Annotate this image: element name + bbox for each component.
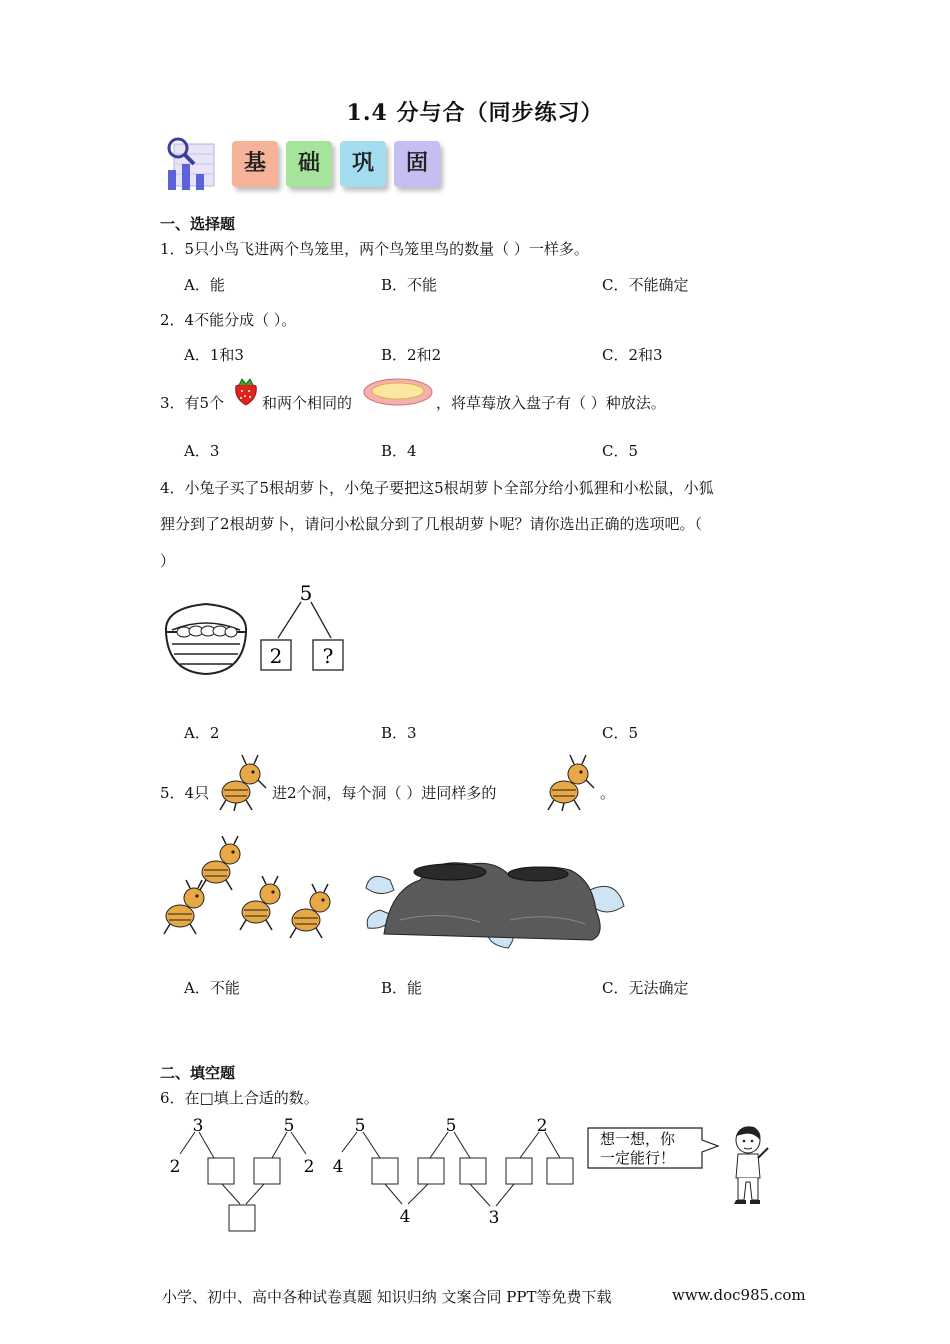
banner-tile-1: 基 <box>232 141 278 187</box>
q5-option-b: B．能 <box>381 979 423 997</box>
q1-option-a: A．能 <box>184 276 225 294</box>
q4-option-b: B．3 <box>381 724 417 742</box>
question-1: 1．5只小鸟飞进两个鸟笼里，两个鸟笼里鸟的数量（ ）一样多。 <box>160 240 589 258</box>
question-5-part3: 。 <box>600 784 616 802</box>
bubble-line-1: 想一想，你 <box>600 1130 676 1148</box>
question-4-line2: 狸分到了2根胡萝卜，请问小松鼠分到了几根胡萝卜呢？请你选出正确的选项吧。（ <box>160 515 703 533</box>
q5-option-a: A．不能 <box>184 979 240 997</box>
q2-option-a: A．1和3 <box>184 346 244 364</box>
bubble-line-2: 一定能行！ <box>600 1149 676 1167</box>
ant-icon <box>164 880 204 934</box>
q4-option-c: C．5 <box>602 724 639 742</box>
banner-tile-4: 固 <box>394 141 440 187</box>
question-3-part1: 3．有5个 <box>160 394 225 412</box>
page-title: 1.4 分与合（同步练习） <box>346 100 604 126</box>
question-5-part1: 5．4只 <box>160 784 210 802</box>
answer-box[interactable] <box>208 1158 234 1184</box>
ant-holes-illustration <box>360 850 630 950</box>
number-bond-tree-2 <box>330 1112 580 1237</box>
tree2-number-c: 2 <box>536 1116 548 1136</box>
section-heading-fill: 二、填空题 <box>160 1064 236 1082</box>
answer-box[interactable] <box>547 1158 573 1184</box>
banner-tile-3: 巩 <box>340 141 386 187</box>
answer-box[interactable] <box>460 1158 486 1184</box>
section-heading-choice: 一、选择题 <box>160 215 236 233</box>
q3-option-b: B．4 <box>381 442 417 460</box>
banner-tile-2: 础 <box>286 141 332 187</box>
tree1-number-b: 5 <box>283 1116 295 1136</box>
tree2-number-e: 4 <box>399 1207 411 1227</box>
q3-option-c: C．5 <box>602 442 639 460</box>
ant-icon <box>216 752 270 812</box>
tree1-number-d: 2 <box>303 1157 315 1177</box>
q1-option-c: C．不能确定 <box>602 276 689 294</box>
plate-icon <box>362 376 434 408</box>
answer-box[interactable] <box>506 1158 532 1184</box>
q2-option-c: C．2和3 <box>602 346 663 364</box>
q5-option-c: C．无法确定 <box>602 979 689 997</box>
question-2: 2．4不能分成（ ）。 <box>160 311 297 329</box>
ant-icon <box>544 752 598 812</box>
four-ants-illustration <box>160 836 340 946</box>
tree1-number-c: 2 <box>169 1157 181 1177</box>
strawberry-icon <box>232 376 260 406</box>
q2-option-b: B．2和2 <box>381 346 442 364</box>
ant-icon <box>290 884 330 938</box>
bond-left-number: 2 <box>269 644 283 668</box>
magnifier-chart-icon <box>160 134 220 194</box>
thinking-boy-icon <box>724 1124 772 1210</box>
q3-option-a: A．3 <box>184 442 220 460</box>
ant-icon <box>200 836 240 890</box>
tree2-number-d: 4 <box>332 1157 344 1177</box>
tree2-number-f: 3 <box>488 1208 500 1228</box>
bond-right-number: ? <box>322 644 334 668</box>
tree1-number-a: 3 <box>192 1116 204 1136</box>
q1-option-b: B．不能 <box>381 276 438 294</box>
number-bond-tree-1 <box>160 1112 330 1237</box>
question-4-line3: ） <box>160 552 176 570</box>
question-4-line1: 4．小兔子买了5根胡萝卜，小兔子要把这5根胡萝卜全部分给小狐狸和小松鼠，小狐 <box>160 479 714 497</box>
q4-option-a: A．2 <box>184 724 220 742</box>
answer-box[interactable] <box>229 1205 255 1231</box>
bond-top-number: 5 <box>299 581 313 605</box>
question-3-part2: 和两个相同的 <box>262 394 353 412</box>
footer-url[interactable]: www.doc985.com <box>672 1286 806 1304</box>
carrot-basket-icon <box>160 600 252 680</box>
answer-box[interactable] <box>418 1158 444 1184</box>
tree2-number-b: 5 <box>445 1116 457 1136</box>
number-bond-diagram <box>256 580 356 680</box>
ant-icon <box>240 876 280 930</box>
question-3-part3: ，将草莓放入盘子有（ ）种放法。 <box>436 394 666 412</box>
speech-bubble <box>584 1124 724 1174</box>
answer-box[interactable] <box>372 1158 398 1184</box>
tree2-number-a: 5 <box>354 1116 366 1136</box>
answer-box[interactable] <box>254 1158 280 1184</box>
question-6: 6．在□填上合适的数。 <box>160 1089 319 1107</box>
footer-text: 小学、初中、高中各种试卷真题 知识归纳 文案合同 PPT等免费下载 <box>162 1288 612 1306</box>
question-5-part2: 进2个洞，每个洞（ ）进同样多的 <box>272 784 497 802</box>
